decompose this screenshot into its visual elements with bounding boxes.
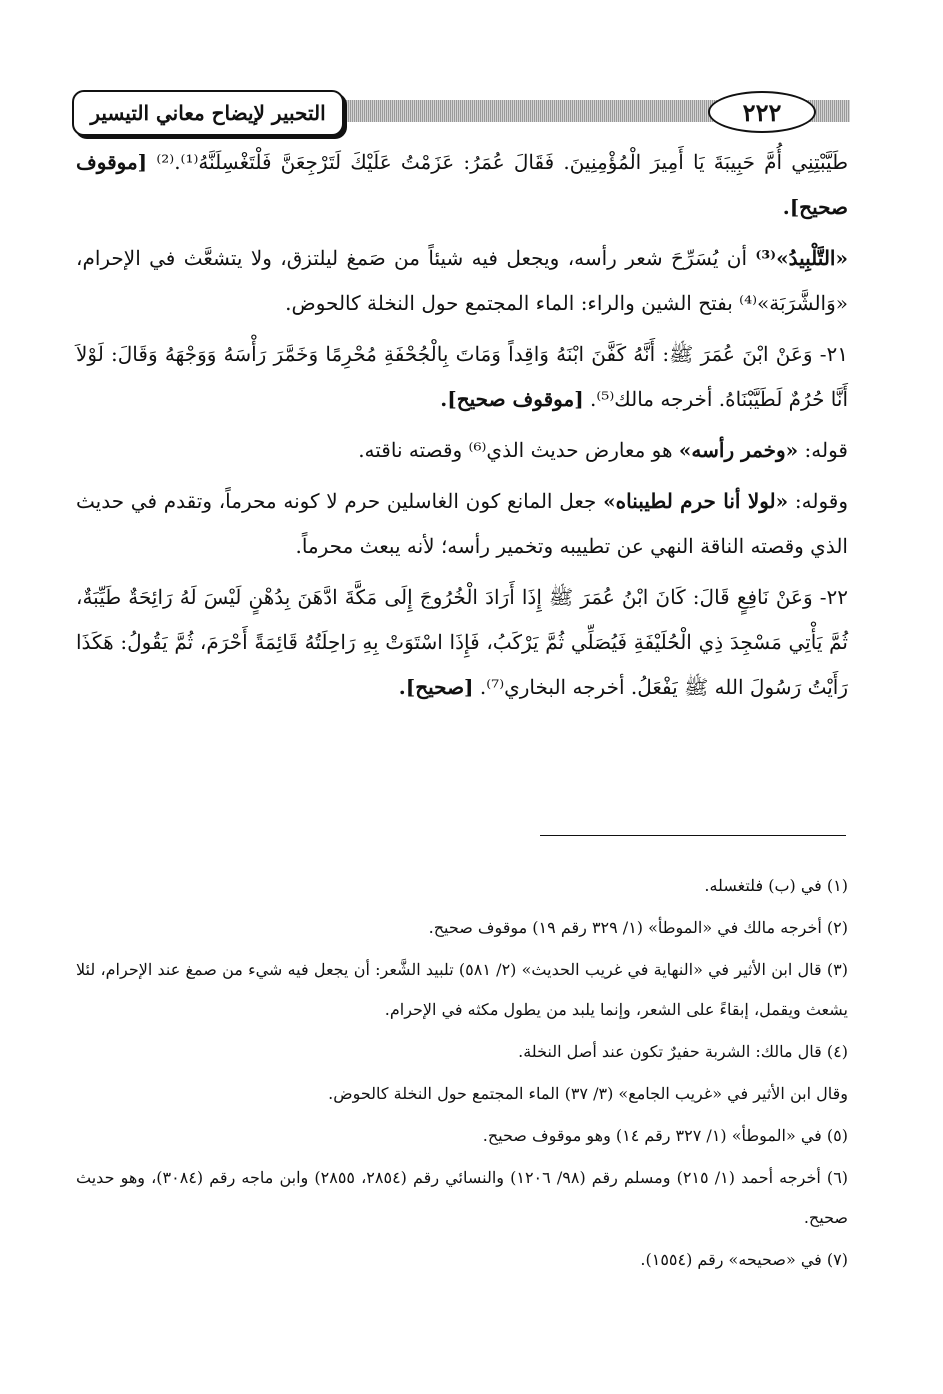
footnote: (١) في (ب) فلتغسله. [704, 876, 848, 895]
paragraph-text: أن يُسَرِّحَ شعر رأسه، ويجعل فيه شيئاً من صَمغ ليلتزق، ولا يتشعَّث في الإحرام، «وَالشَّرَبَة»⁽⁴⁾ بفتح الشين والراء: الماء المجتمع حول النخلة كالحوض. [76, 246, 848, 315]
paragraph [76, 428, 848, 473]
paragraph-text: ٢٢- وَعَنْ نَافِعٍ قَالَ: كَانَ ابْنُ عُمَرَ ﷺ إِذَا أَرَادَ الْخُرُوجَ إِلَى مَكَّةَ ادَّهَنَ بِدُهْنٍ لَيْسَ لَهُ رَائِحَةٌ طَيِّبَةٌ، ثُمَّ يَأْتِي مَسْجِدَ ذِي الْحُلَيْفَةِ فَيُصَلِّي ثُمَّ يَرْكَبُ، فَإِذَا اسْتَوَتْ بِهِ رَاحِلَتُهُ قَائِمَةً أَحْرَمَ، ثُمَّ يَقُولُ: هَكَذَا رَأَيْتُ رَسُولَ الله ﷺ يَفْعَلُ. أخرجه البخاري⁽⁷⁾. [76, 585, 848, 699]
footnote: (٢) أخرجه مالك في «الموطأ» (١/ ٣٢٩ رقم ١٩) موقوف صحيح. [428, 918, 848, 937]
paragraph-text: هو معارض حديث الذي⁽⁶⁾ وقصته ناقته. [358, 438, 673, 462]
book-title-box [72, 90, 344, 136]
footnote: (٦) أخرجه أحمد (١/ ٢١٥) ومسلم رقم (٩٨/ ١٢٠٦) والنسائي رقم (٢٨٥٤، ٢٨٥٥) وابن ماجه رقم (٣٠٨٤)، وهو حديث صحيح. [76, 1168, 849, 1227]
footnote-separator [540, 835, 846, 836]
paragraph-text: جعل المانع كون الغاسلين حرم لا كونه محرماً، وتقدم في حديث الذي وقصته الناقة النهي عن تطييبه وتخمير رأسه؛ لأنه يبعث محرماً. [76, 489, 848, 558]
grading-label: [موقوف صحيح]. [440, 387, 584, 411]
paragraph [76, 479, 848, 569]
grading-label: [موقوف صحيح]. [76, 150, 848, 219]
footnote: (٤) قال مالك: الشربة حفيرٌ تكون عند أصل النخلة. [518, 1042, 848, 1061]
paragraph [76, 140, 848, 230]
footnotes [76, 866, 848, 1282]
quoted-phrase: «لولا أنا حرم لطيبناه» [603, 489, 789, 513]
quoted-phrase: «وخمر رأسه» [678, 438, 799, 462]
paragraph [76, 575, 848, 710]
paragraph [76, 332, 848, 422]
paragraph-prefix: وقوله: [794, 489, 849, 513]
footnote: (٣) قال ابن الأثير في «النهاية في غريب الحديث» (٢/ ٥٨١) تلبيد الشَّعر: أن يجعل فيه شيء من صمغ عند الإحرام، لئلا يشعث ويقمل، إبقاءً على الشعر، وإنما يلبد من يطول مكثه في الإحرام. [76, 960, 848, 1019]
footnote: (٧) في «صحيحه» رقم (١٥٥٤). [640, 1250, 848, 1269]
page-number-oval [708, 91, 816, 133]
footnote: (٥) في «الموطأ» (١/ ٣٢٧ رقم ١٤) وهو موقوف صحيح. [482, 1126, 848, 1145]
paragraph [76, 236, 848, 326]
grading-label: [صحيح]. [398, 675, 474, 699]
term-label: «التَّلْبِيدُ»⁽³⁾ [755, 246, 848, 270]
paragraph-text: ٢١- وَعَنْ ابْنَ عُمَرَ ﷺ: أَنَّهُ كَفَّنَ ابْنَهُ وَاقِداً وَمَاتَ بِالْجُحْفَةِ مُحْرِمًا وَخَمَّرَ رَأْسَهُ وَوَجْهَهُ وَقَالَ: لَوْلاَ أَنَّا حُرُمٌ لَطَيَّبْنَاهُ. أخرجه مالك⁽⁵⁾. [76, 342, 848, 411]
main-text [76, 140, 848, 716]
book-title: التحبير لإيضاح معاني التيسير [90, 101, 326, 125]
page-header [72, 86, 850, 138]
paragraph-text: طَيَّبْتِنِي أُمَّ حَبِيبَةَ يَا أَمِيرَ الْمُؤْمِنِينَ. فَقَالَ عُمَرُ: عَزَمْتُ عَلَيْكَ لَتَرْجِعَنَّ فَلْتَغْسِلَنَّهُ⁽¹⁾.⁽²⁾ [156, 150, 849, 174]
page-number: ٢٢٢ [742, 97, 782, 127]
paragraph-prefix: قوله: [804, 438, 848, 462]
footnote: وقال ابن الأثير في «غريب الجامع» (٣/ ٣٧) الماء المجتمع حول النخلة كالحوض. [328, 1084, 848, 1103]
